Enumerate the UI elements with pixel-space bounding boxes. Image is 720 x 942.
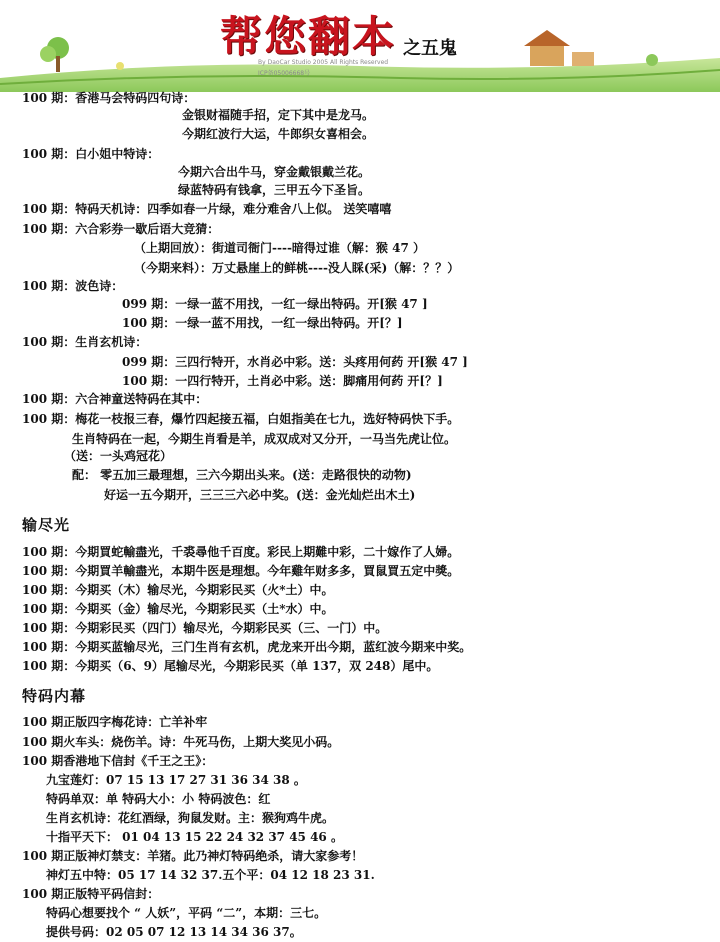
- text-line: 100 期：波色诗：: [22, 279, 124, 293]
- text-line: 100 期：今期买（木）输尽光，今期彩民买（火*土）中。: [22, 583, 334, 597]
- text-line: 神灯五中特：05 17 14 32 37.五个平：04 12 18 23 31.: [46, 868, 375, 882]
- text-line: 100 期：今期買蛇輸盡光，千裘尋他千百度。彩民上期難中彩，二十嫁作了人婦。: [22, 545, 460, 559]
- text-line: 100 期：特码天机诗：四季如春一片绿，难分难舍八上似。 送笑嘻嘻: [22, 202, 392, 216]
- text-line: 好运一五今期开，三三三六必中奖。(送：金光灿烂出木土): [104, 488, 416, 502]
- text-line: 生肖玄机诗：花红酒绿，狗鼠发财。主：猴狗鸡牛虎。: [46, 811, 335, 825]
- text-line: 100 期：今期買羊輸盡光，本期牛医是理想。今年雞年财多多，買鼠買五定中獎。: [22, 564, 460, 578]
- header-banner: [0, 0, 720, 92]
- text-line: （送：一头鸡冠花）: [64, 449, 173, 463]
- text-line: 特码单双：单 特码大小：小 特码波色：红: [46, 792, 271, 806]
- site-title: 帮您翻本: [220, 12, 397, 61]
- text-line: 绿蓝特码有钱拿，三甲五今下圣旨。: [178, 183, 371, 197]
- text-line: 金银财福随手招，定下其中是龙马。: [182, 108, 375, 122]
- text-line: 提供号码：02 05 07 12 13 14 34 36 37。: [46, 925, 302, 939]
- text-line: 十指平天下： 01 04 13 15 22 24 32 37 45 46 。: [46, 830, 343, 844]
- text-line: （今期来料）：万丈悬崖上的鲜桃----没人睬(采)（解：？？）: [134, 261, 460, 275]
- text-line: 100 期：今期彩民买（四门）输尽光，今期彩民买（三、一门）中。: [22, 621, 388, 635]
- text-line: 100 期正版神灯禁支：羊猪。此乃神灯特码绝杀，请大家参考！: [22, 849, 364, 863]
- section-heading-lose-all: 输尽光: [22, 516, 71, 534]
- text-line: 100 期：今期买蓝输尽光，三门生肖有玄机，虎龙来开出今期，蓝红波今期来中奖。: [22, 640, 472, 654]
- text-line: 九宝莲灯：07 15 13 17 27 31 36 34 38 。: [46, 773, 306, 787]
- house-icon: [524, 30, 594, 66]
- copyright-text: By DaoCar Studio 2005 All Rights Reserved: [258, 59, 389, 66]
- section-heading-inside-info: 特码内幕: [22, 687, 87, 705]
- text-line: 100 期：今期买（金）输尽光，今期彩民买（土*水）中。: [22, 602, 334, 616]
- text-line: 100 期：今期买（6、9）尾输尽光，今期彩民买（单 137，双 248）尾中。: [22, 659, 439, 673]
- text-line: 100 期：梅花一枝报三春，爆竹四起接五福，白姐指美在七九，选好特码快下手。: [22, 412, 460, 426]
- text-line: 100 期：六合彩券一歇后语大竞猜：: [22, 222, 220, 236]
- text-line: 100 期：一绿一蓝不用找，一红一绿出特码。开[？]: [122, 316, 403, 330]
- text-line: 100 期正版四字梅花诗：亡羊补牢: [22, 715, 208, 729]
- text-line: 099 期：三四行特开，水肖必中彩。送：头疼用何药 开[猴 47 ]: [122, 355, 468, 369]
- text-line: 100 期正版特平码信封：: [22, 887, 160, 901]
- text-line: 今期红波行大运，牛郎织女喜相会。: [182, 127, 375, 141]
- text-line: （上期回放）：街道司衙门----暗得过谁（解：猴 47 ）: [134, 241, 425, 255]
- text-line: 100 期香港地下信封《千王之王》：: [22, 754, 214, 768]
- text-line: 100 期：香港马会特码四句诗：: [22, 91, 196, 105]
- icp-text: ICP备05006668号: [258, 70, 311, 77]
- text-line: 特码心想要找个 “ 人妖”，平码 “二”，本期：三七。: [46, 906, 327, 920]
- text-line: 100 期：白小姐中特诗：: [22, 147, 160, 161]
- text-line: 今期六合出牛马，穿金戴银戴兰花。: [178, 165, 371, 179]
- tree-icon: [40, 37, 69, 72]
- text-line: 099 期：一绿一蓝不用找，一红一绿出特码。开[猴 47 ]: [122, 297, 428, 311]
- site-subtitle: 之五鬼: [403, 38, 457, 59]
- text-line: 100 期：一四行特开，土肖必中彩。送：脚痛用何药 开[？]: [122, 374, 443, 388]
- text-line: 100 期火车头：烧伤羊。诗：牛死马伤，上期大奖见小码。: [22, 735, 340, 749]
- text-line: 100 期：生肖玄机诗：: [22, 335, 148, 349]
- text-line: 生肖特码在一起，今期生肖看是羊，成双成对又分开，一马当先虎让位。: [72, 432, 457, 446]
- text-line: 配： 零五加三最理想，三六今期出头来。(送：走路很快的动物): [72, 468, 412, 482]
- text-line: 100 期：六合神童送特码在其中：: [22, 392, 208, 406]
